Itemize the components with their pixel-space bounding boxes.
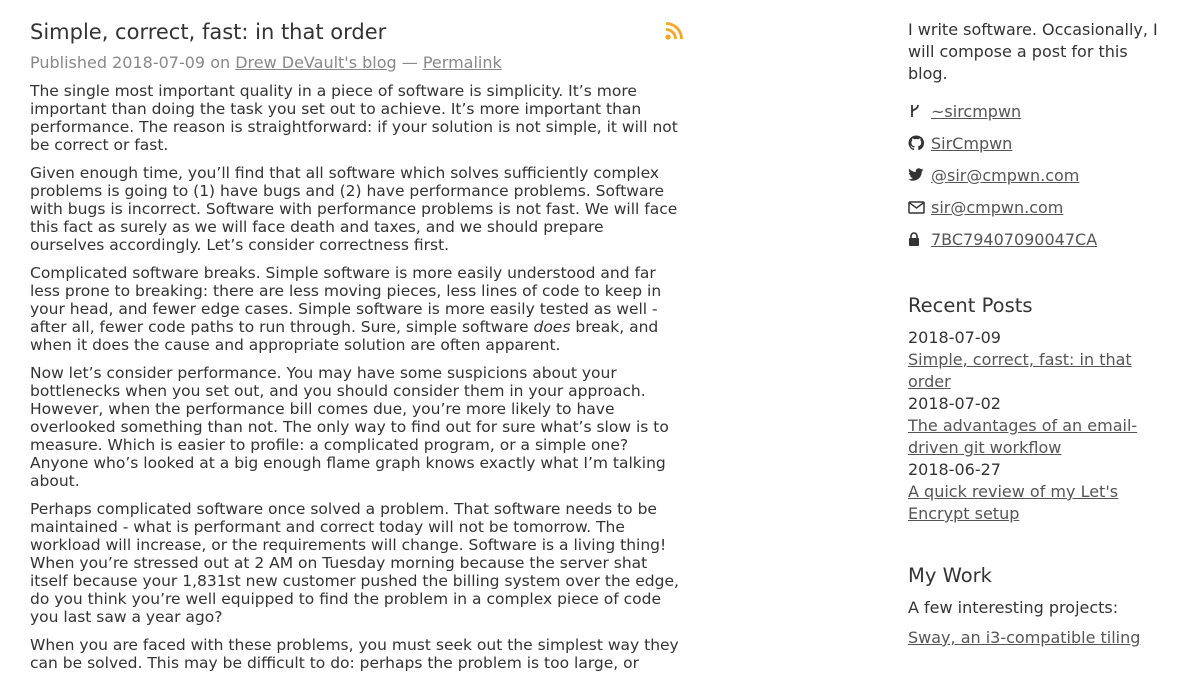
recent-post-link[interactable]: The advantages of an email-driven git workflow (908, 416, 1138, 457)
link-item-email (908, 191, 1168, 223)
recent-post-date: 2018-06-27 (908, 460, 1001, 479)
post-paragraph: The single most important quality in a piece of software is simplicity. It’s more important than doing the task you set out to achieve. It’s more important than performance. The reason is straightforward: if your solution is not simple, it will not be correct or fast. (30, 82, 678, 154)
post-column (30, 16, 682, 682)
sidebar (908, 19, 1168, 649)
post-paragraph (30, 264, 682, 354)
post-paragraph: Given enough time, you’ll find that all software which solves sufficiently complex problems is going to (1) have bugs and (2) have performance problems. Software with bugs is incorrect. Software with performance problems is not fast. We will face this fact as surely as we will face death and taxes, and we should prepare ourselves accordingly. Let’s consider correctness first. (30, 164, 678, 254)
mastodon-link[interactable]: @sir@cmpwn.com (931, 165, 1080, 185)
twitter-icon (908, 168, 931, 182)
post-paragraph: When you are faced with these problems, you must seek out the simplest way they can be solved. This may be difficult to do: perhaps the problem is too large, or (30, 636, 679, 672)
fork-icon (908, 103, 931, 119)
post-title: Simple, correct, fast: in that order (30, 20, 387, 44)
my-work-heading: My Work (908, 564, 992, 587)
about-text: I write software. Occasionally, I will compose a post for this blog. (908, 20, 1158, 83)
github-icon (908, 135, 931, 151)
project-link[interactable]: Sway, an i3-compatible tiling (908, 628, 1141, 647)
projects-list (908, 627, 1168, 649)
recent-post-date: 2018-07-09 (908, 328, 1001, 347)
post-paragraph: Now let’s consider performance. You may have some suspicions about your bottlenecks when you set out, and you should consider them in your approach. However, when the performance bill comes due, you’re more likely to have overlooked something than not. The only way to find out for sure what’s slow is to measure. Which is easier to profile: a complicated program, or a simple one? Anyone who’s looked at a big enough flame graph knows exactly what I’m talking about. (30, 364, 669, 490)
link-item-mastodon (908, 159, 1168, 191)
recent-posts-list (908, 327, 1168, 525)
email-link[interactable]: sir@cmpwn.com (931, 197, 1064, 217)
pgp-key-link[interactable]: 7BC79407090047CA (931, 229, 1098, 249)
link-item-github (908, 127, 1168, 159)
sourcehut-link[interactable]: ~sircmpwn (931, 101, 1022, 121)
post-meta (30, 52, 682, 74)
my-work-intro: A few interesting projects: (908, 598, 1119, 617)
contact-links (908, 95, 1168, 255)
recent-post-date: 2018-07-02 (908, 394, 1001, 413)
project-item (908, 627, 1168, 649)
link-item-sourcehut (908, 95, 1168, 127)
recent-post-item (908, 393, 1168, 459)
link-item-pgp (908, 223, 1168, 255)
recent-posts-heading: Recent Posts (908, 294, 1033, 317)
published-date: Published 2018-07-09 on (30, 53, 236, 72)
paragraph-text: Complicated software breaks. Simple software is more easily understood and far less prone to breaking: there are less moving pieces, less lines of code to keep in your head, and fewer edge cases. Simple software is more easily tested as well - after all, fewer code paths to run through. Sure, simple software (30, 264, 662, 336)
blog-link[interactable]: Drew DeVault's blog (235, 53, 397, 72)
recent-post-item (908, 459, 1168, 525)
recent-post-item (908, 327, 1168, 393)
post-paragraph: Perhaps complicated software once solved a problem. That software needs to be maintained - what is performant and correct today will not be tomorrow. The workload will increase, or the requirements will change. Software is a living thing! When you’re stressed out at 2 AM on Tuesday morning because the server shat itself because your 1,831st new customer pushed the billing system over the edge, do you think you’re well equipped to find the problem in a complex piece of code you last saw a year ago? (30, 500, 679, 626)
emphasis-text: does (533, 318, 571, 336)
rss-feed-link[interactable] (665, 22, 683, 40)
permalink[interactable]: Permalink (422, 53, 502, 72)
github-link[interactable]: SirCmpwn (931, 133, 1013, 153)
rss-icon (665, 22, 683, 40)
lock-icon (908, 232, 931, 247)
paragraph-text: break, and when it does the cause and appropriate solution are often apparent. (30, 318, 659, 354)
recent-post-link[interactable]: Simple, correct, fast: in that order (908, 350, 1132, 391)
envelope-icon (908, 201, 931, 214)
meta-separator: — (396, 53, 423, 72)
recent-post-link[interactable]: A quick review of my Let's Encrypt setup (908, 482, 1119, 523)
post-content (30, 82, 682, 672)
